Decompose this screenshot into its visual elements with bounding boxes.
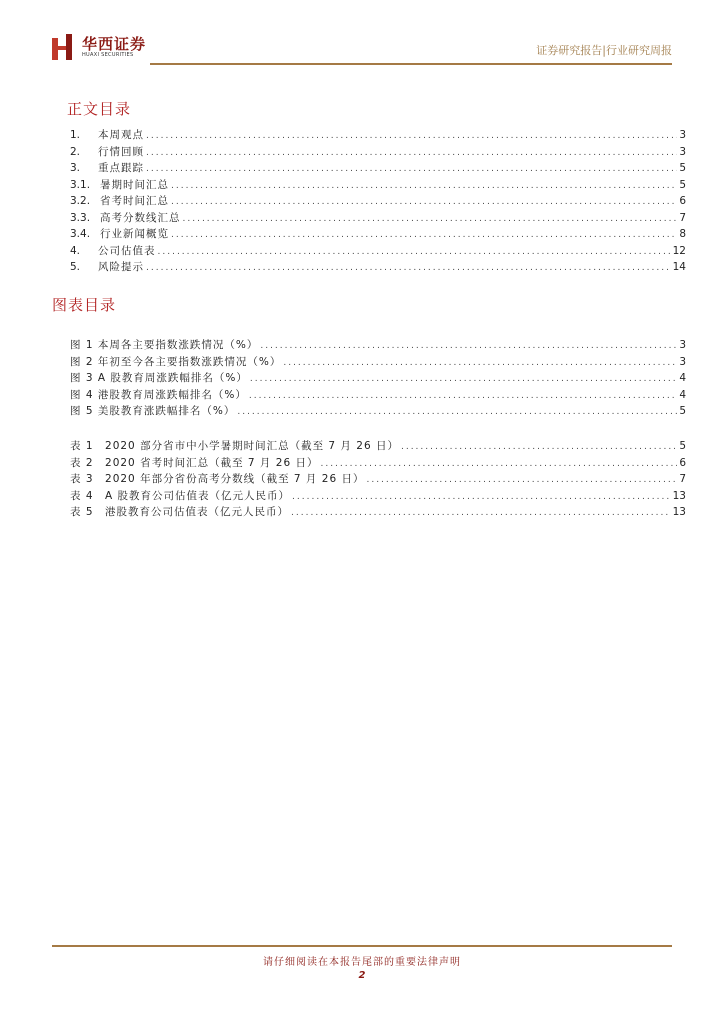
toc-num: 4.: [70, 244, 81, 257]
toc-page: 8: [679, 228, 686, 240]
table-row[interactable]: [70, 504, 686, 521]
toc-page: 3: [679, 145, 686, 158]
figure-label: 图 2 年初至今各主要指数涨跌情况（%）: [70, 355, 282, 368]
toc-num: 2.: [70, 145, 81, 158]
header-divider: [150, 63, 672, 65]
leader-dots: [171, 230, 677, 240]
table-label: 表 2 2020 省考时间汇总（截至 7 月 26 日）: [70, 456, 319, 469]
leader-dots: [237, 407, 677, 417]
figure-page: 3: [679, 339, 686, 351]
toc-row[interactable]: [70, 177, 686, 194]
figures-list: [70, 337, 686, 420]
figure-row[interactable]: [70, 370, 686, 387]
toc-num: 1.: [70, 129, 81, 141]
toc-list: [70, 127, 686, 276]
leader-dots: [250, 374, 677, 384]
toc-label: 暑期时间汇总: [100, 178, 169, 191]
toc-row[interactable]: [70, 160, 686, 177]
leader-dots: [249, 391, 677, 401]
leader-dots: [146, 148, 677, 158]
table-label: 表 4 A 股教育公司估值表（亿元人民币）: [70, 489, 291, 502]
toc-num: 3.: [70, 162, 81, 174]
toc-label: 风险提示: [98, 261, 144, 273]
toc-row[interactable]: [70, 210, 686, 227]
table-row[interactable]: [70, 438, 686, 455]
leader-dots: [146, 263, 671, 273]
toc-title: 正文目录: [67, 100, 132, 118]
table-page: 7: [679, 473, 686, 485]
leader-dots: [183, 214, 678, 224]
toc-label: 重点跟踪: [98, 162, 144, 174]
table-page: 13: [672, 489, 686, 502]
page-number: 2: [358, 970, 366, 981]
logo-text-en: HUAXI SECURITIES: [82, 52, 134, 58]
table-label: 表 3 2020 年部分省份高考分数线（截至 7 月 26 日）: [70, 473, 365, 485]
table-label: 表 1 2020 部分省市中小学暑期时间汇总（截至 7 月 26 日）: [70, 440, 399, 452]
leader-dots: [171, 181, 677, 191]
table-row[interactable]: [70, 471, 686, 488]
toc-num: 3.2.: [70, 195, 91, 207]
figure-row[interactable]: [70, 387, 686, 404]
table-page: 6: [679, 456, 686, 469]
table-page: 5: [679, 440, 686, 452]
toc-label: 行业新闻概览: [100, 228, 169, 240]
leader-dots: [366, 475, 677, 485]
toc-page: 12: [672, 244, 686, 257]
leader-dots: [158, 247, 671, 257]
toc-row[interactable]: [70, 193, 686, 210]
toc-page: 6: [679, 195, 686, 207]
table-page: 13: [672, 506, 686, 518]
figure-label: 图 3 A 股教育周涨跌幅排名（%）: [70, 372, 248, 384]
toc-num: 3.3.: [70, 211, 91, 224]
toc-label: 公司估值表: [98, 244, 156, 257]
figure-page: 4: [679, 372, 686, 384]
toc-label: 本周观点: [98, 129, 144, 141]
logo-text-cn: 华西证券: [82, 35, 147, 53]
leader-dots: [171, 197, 677, 207]
toc-row[interactable]: [70, 144, 686, 161]
toc-row[interactable]: [70, 243, 686, 260]
toc-num: 3.4.: [70, 228, 91, 240]
table-row[interactable]: [70, 455, 686, 472]
toc-num: 5.: [70, 261, 81, 273]
report-type: 证券研究报告|行业研究周报: [536, 44, 672, 57]
figure-page: 4: [679, 388, 686, 401]
toc-label: 省考时间汇总: [100, 195, 169, 207]
figure-label: 图 4 港股教育周涨跌幅排名（%）: [70, 388, 247, 401]
figure-label: 图 1 本周各主要指数涨跌情况（%）: [70, 339, 259, 351]
leader-dots: [260, 341, 677, 351]
figure-row[interactable]: [70, 337, 686, 354]
toc-row[interactable]: [70, 259, 686, 276]
huaxi-logo-icon: [52, 34, 74, 60]
table-row[interactable]: [70, 488, 686, 505]
tables-list: [70, 438, 686, 521]
footer-divider: [52, 945, 672, 947]
toc-row[interactable]: [70, 127, 686, 144]
leader-dots: [401, 442, 677, 452]
toc-num: 3.1.: [70, 178, 91, 191]
toc-page: 14: [672, 261, 686, 273]
legal-disclaimer: 请仔细阅读在本报告尾部的重要法律声明: [263, 957, 461, 968]
toc-label: 高考分数线汇总: [100, 211, 181, 224]
toc-row[interactable]: [70, 226, 686, 243]
figure-page: 3: [679, 355, 686, 368]
figures-title: 图表目录: [52, 296, 117, 314]
leader-dots: [146, 131, 677, 141]
leader-dots: [146, 164, 677, 174]
table-label: 表 5 港股教育公司估值表（亿元人民币）: [70, 506, 290, 518]
leader-dots: [291, 508, 671, 518]
leader-dots: [292, 492, 671, 502]
figure-row[interactable]: [70, 403, 686, 420]
leader-dots: [283, 358, 677, 368]
toc-page: 7: [679, 211, 686, 224]
figure-label: 图 5 美股教育涨跌幅排名（%）: [70, 405, 236, 417]
toc-page: 5: [679, 178, 686, 191]
figure-page: 5: [679, 405, 686, 417]
toc-page: 5: [679, 162, 686, 174]
figure-row[interactable]: [70, 354, 686, 371]
toc-label: 行情回顾: [98, 145, 144, 158]
page-header: [0, 0, 724, 70]
leader-dots: [320, 459, 677, 469]
toc-page: 3: [679, 129, 686, 141]
